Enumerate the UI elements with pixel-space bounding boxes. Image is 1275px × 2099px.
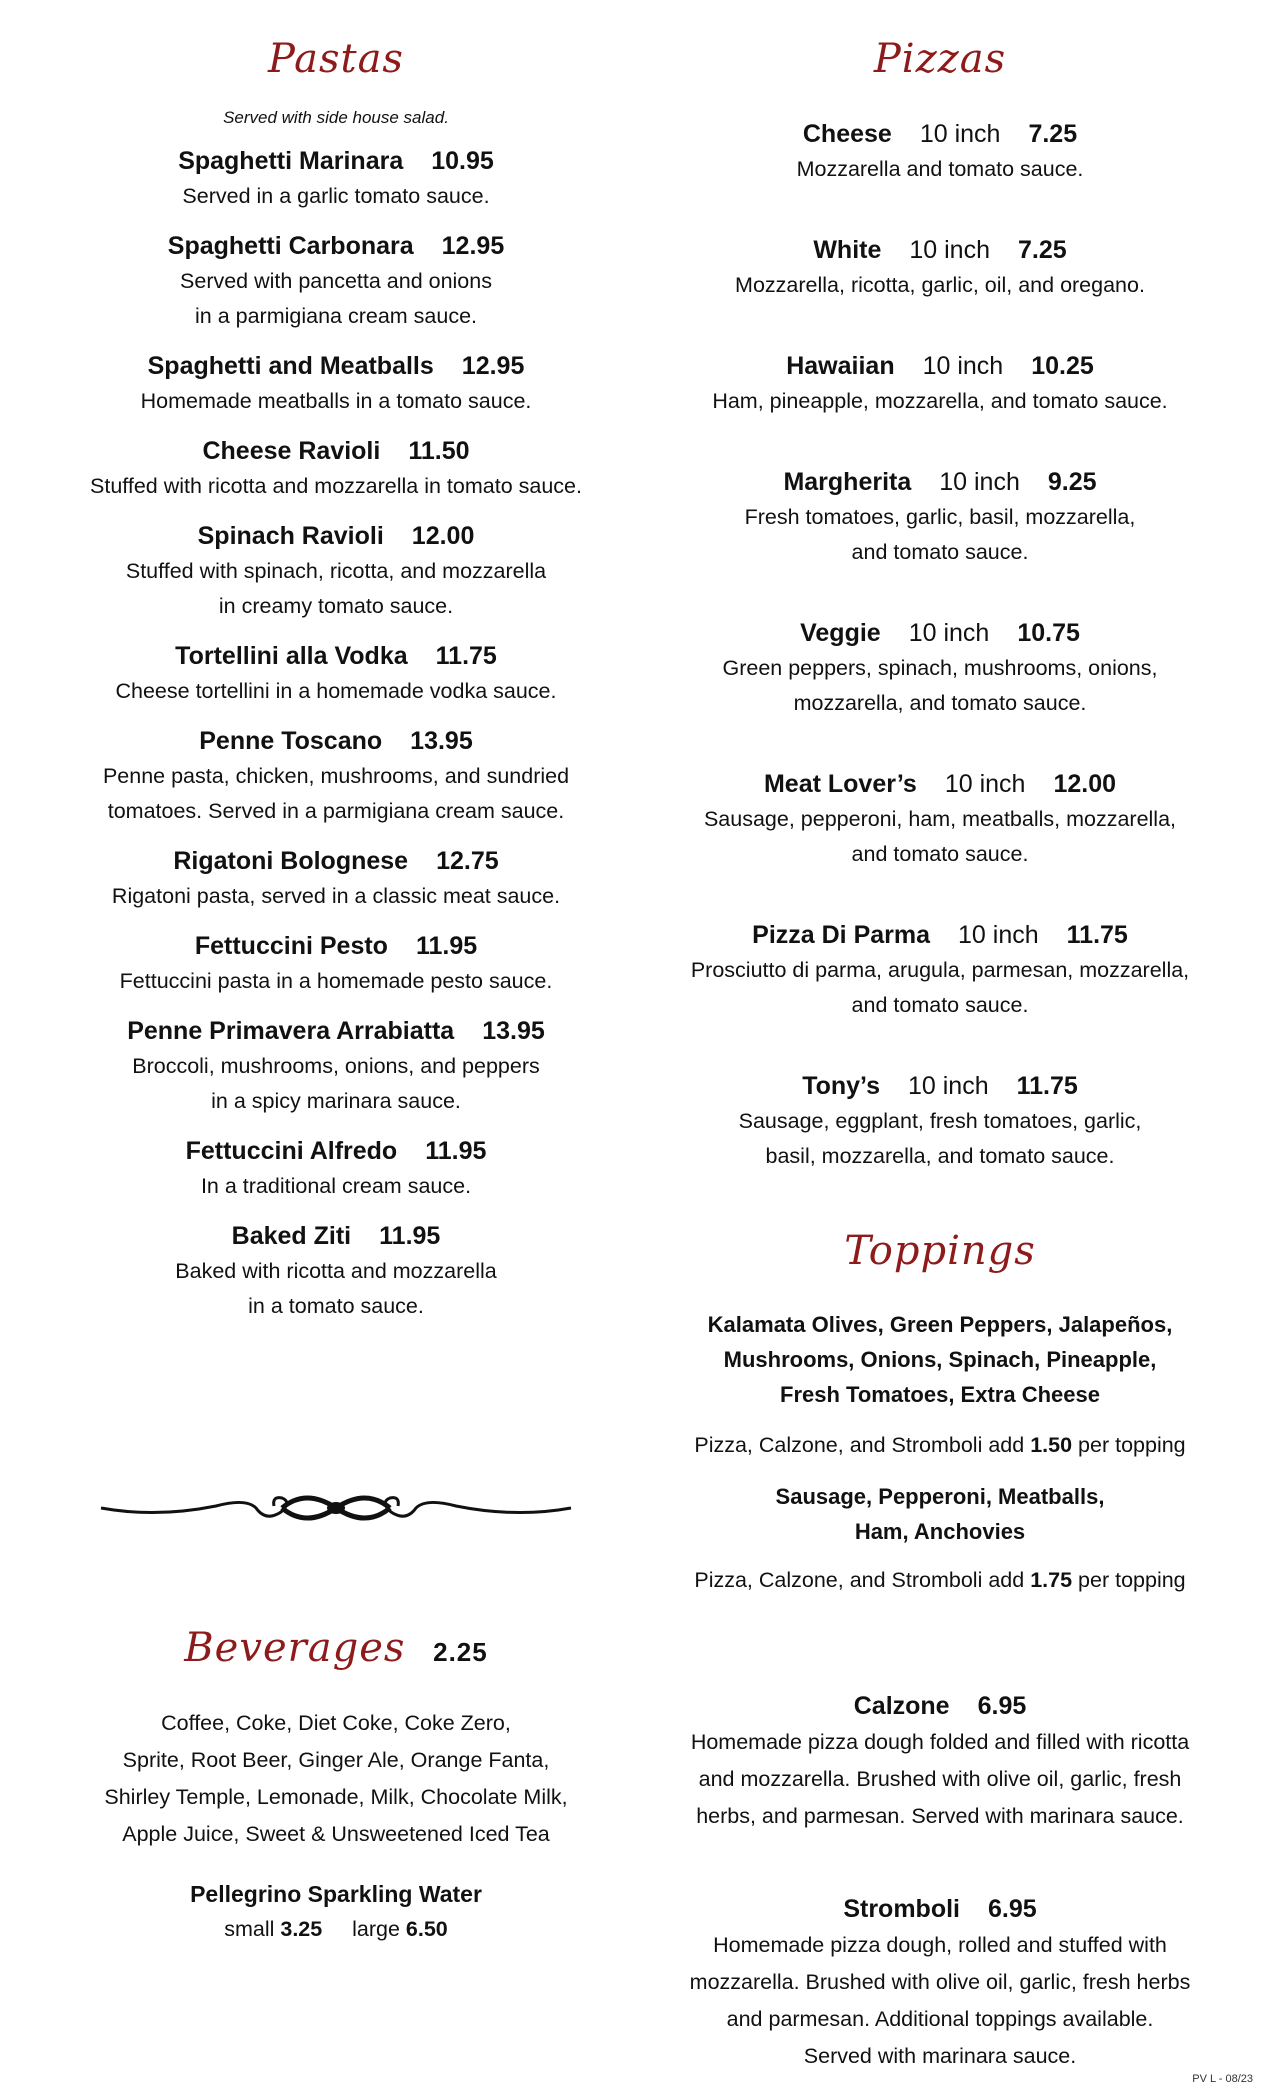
topping-note-prefix: Pizza, Calzone, and Stromboli add	[694, 1568, 1025, 1592]
pasta-price: 13.95	[482, 1017, 545, 1045]
pasta-name: Spaghetti Carbonara	[167, 232, 414, 260]
pasta-item	[36, 518, 636, 624]
pasta-name: Tortellini alla Vodka	[175, 642, 408, 670]
toppings-price-note-2	[640, 1563, 1240, 1598]
pizza-size: 10 inch	[922, 352, 1004, 380]
pizza-name: Cheese	[802, 120, 892, 148]
pizza-desc: Green peppers, spinach, mushrooms, onions, mozzarella, and tomato sauce.	[722, 656, 1158, 715]
stromboli-desc: Homemade pizza dough, rolled and stuffed with mozzarella. Brushed with olive oil, garlic, fresh herbs and parmesan. Additional toppings available. Served with marinara sauce.	[689, 1933, 1191, 2068]
pasta-desc: Broccoli, mushrooms, onions, and peppers in a spicy marinara sauce.	[132, 1054, 540, 1113]
pizza-desc: Mozzarella, ricotta, garlic, oil, and oregano.	[735, 273, 1145, 297]
pizza-price: 9.25	[1047, 468, 1097, 496]
pizza-desc: Mozzarella and tomato sauce.	[796, 157, 1084, 181]
pizza-size: 10 inch	[919, 120, 1001, 148]
stromboli-item	[640, 1891, 1240, 2075]
pasta-item	[36, 928, 636, 999]
pizza-price: 10.25	[1031, 352, 1094, 380]
pizza-item	[640, 615, 1240, 721]
pasta-name: Baked Ziti	[231, 1222, 352, 1250]
pizza-name: White	[813, 236, 882, 264]
pasta-price: 11.50	[408, 437, 470, 465]
pasta-item	[36, 1133, 636, 1204]
pasta-name: Penne Primavera Arrabiatta	[127, 1017, 455, 1045]
topping-note-suffix: per topping	[1078, 1433, 1186, 1457]
pizza-name: Hawaiian	[786, 352, 895, 380]
pellegrino-large-price: 6.50	[405, 1917, 448, 1941]
pasta-desc: Penne pasta, chicken, mushrooms, and sundried tomatoes. Served in a parmigiana cream sauce.	[102, 764, 570, 823]
pasta-item	[36, 843, 636, 914]
pasta-desc: Homemade meatballs in a tomato sauce.	[140, 389, 532, 413]
topping-note-prefix: Pizza, Calzone, and Stromboli add	[694, 1433, 1025, 1457]
topping-note-price: 1.50	[1030, 1433, 1073, 1457]
pasta-name: Cheese Ravioli	[202, 437, 381, 465]
pizza-desc: Prosciutto di parma, arugula, parmesan, mozzarella, and tomato sauce.	[690, 958, 1190, 1017]
pizza-name: Margherita	[783, 468, 912, 496]
pasta-desc: Baked with ricotta and mozzarella in a tomato sauce.	[175, 1259, 497, 1318]
pasta-price: 11.95	[425, 1137, 487, 1165]
pasta-desc: Served with pancetta and onions in a parmigiana cream sauce.	[180, 269, 492, 328]
pasta-price: 13.95	[410, 727, 473, 755]
pizza-size: 10 inch	[909, 236, 990, 264]
pizza-name: Veggie	[800, 619, 881, 647]
pasta-name: Penne Toscano	[199, 727, 383, 755]
beverages-heading-row	[36, 1625, 636, 1671]
calzone-price: 6.95	[977, 1692, 1027, 1720]
pizza-desc: Ham, pineapple, mozzarella, and tomato sauce.	[712, 389, 1168, 413]
topping-note-price: 1.75	[1030, 1568, 1073, 1592]
pasta-price: 10.95	[431, 147, 494, 175]
pasta-price: 11.95	[415, 932, 478, 960]
pasta-item	[36, 723, 636, 829]
pasta-desc: Cheese tortellini in a homemade vodka sauce.	[115, 679, 557, 703]
pasta-price: 12.95	[461, 352, 525, 380]
pasta-desc: Rigatoni pasta, served in a classic meat sauce.	[111, 884, 561, 908]
stromboli-price: 6.95	[988, 1895, 1037, 1923]
pasta-desc: In a traditional cream sauce.	[200, 1174, 472, 1198]
toppings-group-2: Sausage, Pepperoni, Meatballs, Ham, Anchovies	[775, 1484, 1105, 1544]
pasta-name: Rigatoni Bolognese	[173, 847, 409, 875]
pizza-item	[640, 116, 1240, 187]
pasta-item	[36, 348, 636, 419]
pasta-name: Spinach Ravioli	[197, 522, 384, 550]
pizza-item	[640, 464, 1240, 570]
pellegrino-large-label: large	[352, 1917, 400, 1941]
pastas-heading: Pastas	[268, 36, 404, 82]
pizza-price: 7.25	[1028, 120, 1078, 148]
pizza-item	[640, 1068, 1240, 1174]
pasta-price: 12.75	[436, 847, 499, 875]
pizza-desc: Sausage, eggplant, fresh tomatoes, garlic, basil, mozzarella, and tomato sauce.	[738, 1109, 1142, 1168]
pizza-size: 10 inch	[944, 770, 1026, 798]
toppings-group-1: Kalamata Olives, Green Peppers, Jalapeños, Mushrooms, Onions, Spinach, Pineapple, Fresh Tomatoes, Extra Cheese	[707, 1312, 1173, 1407]
stromboli-name: Stromboli	[843, 1895, 960, 1923]
pizza-desc: Sausage, pepperoni, ham, meatballs, mozzarella, and tomato sauce.	[703, 807, 1177, 866]
toppings-price-note-1	[640, 1428, 1240, 1463]
pizza-price: 11.75	[1016, 1072, 1078, 1100]
pizza-size: 10 inch	[939, 468, 1020, 496]
pasta-desc: Stuffed with ricotta and mozzarella in tomato sauce.	[90, 474, 582, 498]
topping-note-suffix: per topping	[1078, 1568, 1186, 1592]
pasta-name: Spaghetti and Meatballs	[147, 352, 434, 380]
pasta-desc: Fettuccini pasta in a homemade pesto sauce.	[119, 969, 553, 993]
pizza-item	[640, 232, 1240, 303]
pizza-name: Pizza Di Parma	[752, 921, 931, 949]
pizza-size: 10 inch	[908, 619, 990, 647]
pizza-desc: Fresh tomatoes, garlic, basil, mozzarella, and tomato sauce.	[744, 505, 1136, 564]
pizza-size: 10 inch	[958, 921, 1039, 949]
pizza-name: Tony’s	[802, 1072, 880, 1100]
pizza-item	[640, 766, 1240, 872]
pizza-price: 12.00	[1053, 770, 1117, 798]
pasta-item	[36, 638, 636, 709]
pasta-item	[36, 433, 636, 504]
pizza-price: 10.75	[1017, 619, 1080, 647]
pizza-item	[640, 348, 1240, 419]
pasta-desc: Served in a garlic tomato sauce.	[182, 184, 490, 208]
pellegrino-small-price: 3.25	[280, 1917, 323, 1941]
toppings-heading: Toppings	[844, 1228, 1036, 1274]
pellegrino-small-label: small	[224, 1917, 275, 1941]
pizza-size: 10 inch	[907, 1072, 989, 1100]
calzone-name: Calzone	[853, 1692, 950, 1720]
pizza-price: 7.25	[1018, 236, 1067, 264]
calzone-item	[640, 1688, 1240, 1835]
footer-code: PV L - 08/23	[1192, 2073, 1253, 2085]
pasta-item	[36, 228, 636, 334]
pasta-name: Fettuccini Alfredo	[185, 1137, 398, 1165]
beverages-heading: Beverages	[184, 1625, 406, 1671]
pastas-note: Served with side house salad.	[223, 108, 449, 127]
pizza-name: Meat Lover’s	[763, 770, 917, 798]
pellegrino-item	[36, 1876, 636, 1947]
pellegrino-name: Pellegrino Sparkling Water	[190, 1881, 482, 1907]
pasta-price: 11.95	[379, 1222, 441, 1250]
pasta-item	[36, 1218, 636, 1324]
pasta-price: 12.00	[411, 522, 475, 550]
pasta-item	[36, 143, 636, 214]
pizza-price: 11.75	[1066, 921, 1128, 949]
pasta-desc: Stuffed with spinach, ricotta, and mozzarella in creamy tomato sauce.	[125, 559, 547, 618]
pasta-price: 12.95	[441, 232, 505, 260]
pasta-item	[36, 1013, 636, 1119]
flourish-divider-icon	[96, 1478, 576, 1538]
beverages-price: 2.25	[433, 1637, 488, 1667]
pasta-name: Fettuccini Pesto	[194, 932, 388, 960]
beverages-list: Coffee, Coke, Diet Coke, Coke Zero, Sprite, Root Beer, Ginger Ale, Orange Fanta, Shirley Temple, Lemonade, Milk, Chocolate Milk, Apple Juice, Sweet & Unsweetened Iced Tea	[104, 1711, 568, 1846]
pizza-item	[640, 917, 1240, 1023]
pasta-price: 11.75	[435, 642, 497, 670]
pizzas-heading: Pizzas	[873, 36, 1007, 82]
calzone-desc: Homemade pizza dough folded and filled with ricotta and mozzarella. Brushed with olive oil, garlic, fresh herbs, and parmesan. Served with marinara sauce.	[690, 1730, 1190, 1828]
pasta-name: Spaghetti Marinara	[178, 147, 404, 175]
